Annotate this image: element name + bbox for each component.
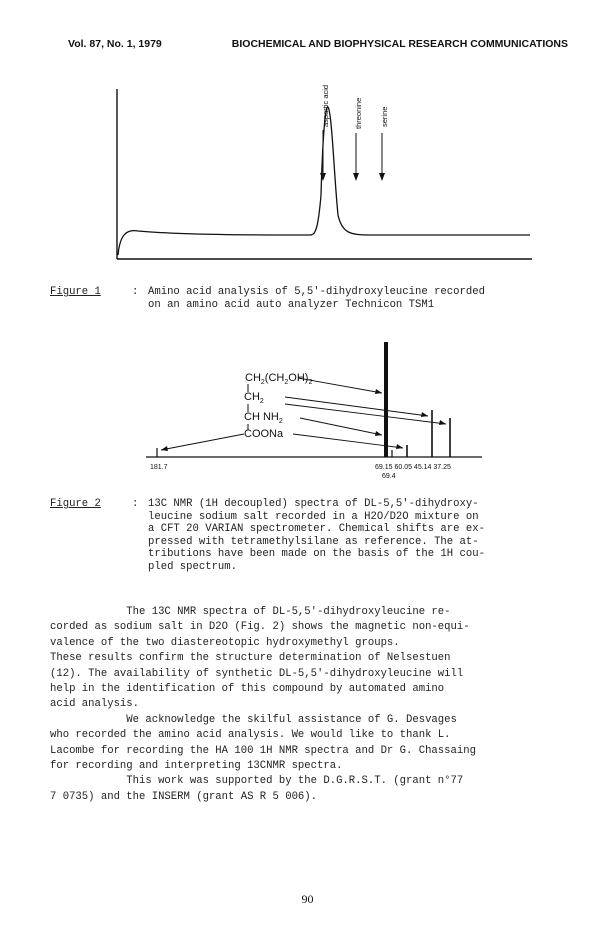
formula-line-2: $CH_2$ — [244, 391, 264, 405]
journal-title: BIOCHEMICAL AND BIOPHYSICAL RESEARCH COMMUNICATIONS — [231, 38, 568, 50]
running-header — [68, 38, 568, 54]
peak-marker-threonine — [353, 133, 359, 181]
paragraph-line: corded as sodium salt in D2O (Fig. 2) shows the magnetic non-equi- — [50, 621, 470, 634]
journal-volume: Vol. 87, No. 1, 1979 — [68, 38, 162, 50]
caption-line: pled spectrum. — [148, 560, 238, 573]
paragraph-line: who recorded the amino acid analysis. We would like to thank L. — [50, 729, 451, 742]
caption-colon: : — [132, 498, 139, 510]
caption-colon: : — [132, 286, 139, 298]
paragraph-line: Lacombe for recording the HA 100 1H NMR spectra and Dr G. Chassaing — [50, 744, 476, 757]
paragraph-line: The 13C NMR spectra of DL-5,5'-dihydroxyleucine re- — [50, 606, 451, 618]
figure-1-label: Figure 1 — [50, 286, 101, 298]
formula-line-4: COONa — [244, 428, 284, 440]
caption-line: tributions have been made on the basis of the 1H cou- — [148, 548, 485, 560]
formula-line-1: $CH_2(CH_2OH)_2$ — [245, 372, 313, 386]
peak-label-serine: serine — [380, 106, 389, 127]
caption-line: pressed with tetramethylsilane as reference. The at- — [148, 535, 479, 548]
caption-line: Amino acid analysis of 5,5'-dihydroxyleucine recorded — [148, 286, 485, 298]
body-text — [50, 605, 570, 805]
figure-1-chromatogram — [110, 85, 540, 265]
page-number: 90 — [301, 892, 314, 906]
caption-line: 13C NMR (1H decoupled) spectra of DL-5,5'-dihydroxy- — [148, 498, 479, 510]
caption-line: a CFT 20 VARIAN spectrometer. Chemical shifts are ex- — [148, 523, 485, 535]
figure-1-caption-text — [148, 286, 568, 311]
paragraph-line: for recording and interpreting 13CNMR spectra. — [50, 760, 343, 773]
paragraph-line: This work was supported by the D.G.R.S.T. (grant n°77 — [50, 775, 464, 788]
formula-line-3: CH $NH_2$ — [244, 411, 283, 425]
paragraph-line: We acknowledge the skilful assistance of G. Desvages — [50, 713, 457, 726]
paragraph-line: help in the identification of this compound by automated amino — [50, 683, 445, 696]
paragraph-line: valence of the two diastereotopic hydroxymethyl groups. — [50, 636, 400, 649]
shift-label-181-7: 181.7 — [150, 464, 168, 471]
paragraph-line: (12). The availability of synthetic DL-5,5'-dihydroxyleucine will — [50, 667, 464, 680]
figure-2-label: Figure 2 — [50, 498, 101, 510]
caption-line: leucine sodium salt recorded in a H2O/D2O mixture on — [148, 510, 479, 523]
assignment-lines — [161, 378, 446, 450]
peak-label-aspartic-acid: aspartic acid — [321, 85, 330, 127]
chromatogram-trace — [118, 107, 530, 255]
paragraph-line: 7 0735) and the INSERM (grant AS R 5 006). — [50, 790, 318, 803]
figure-2-nmr-spectrum — [110, 336, 540, 484]
caption-line: on an amino acid auto analyzer Technicon TSM1 — [148, 298, 435, 311]
shift-labels-group: 69.15 60.05 45.14 37.25 — [375, 464, 451, 471]
shift-label-69-4: 69.4 — [382, 473, 396, 480]
figure-2-caption-text — [148, 498, 568, 573]
paragraph-line: acid analysis. — [50, 698, 140, 711]
peak-label-threonine: threonine — [354, 97, 363, 129]
peak-marker-serine — [379, 133, 385, 181]
paragraph-line: These results confirm the structure determination of Nelsestuen — [50, 652, 451, 665]
peak-marker-aspartic-acid — [320, 130, 326, 181]
